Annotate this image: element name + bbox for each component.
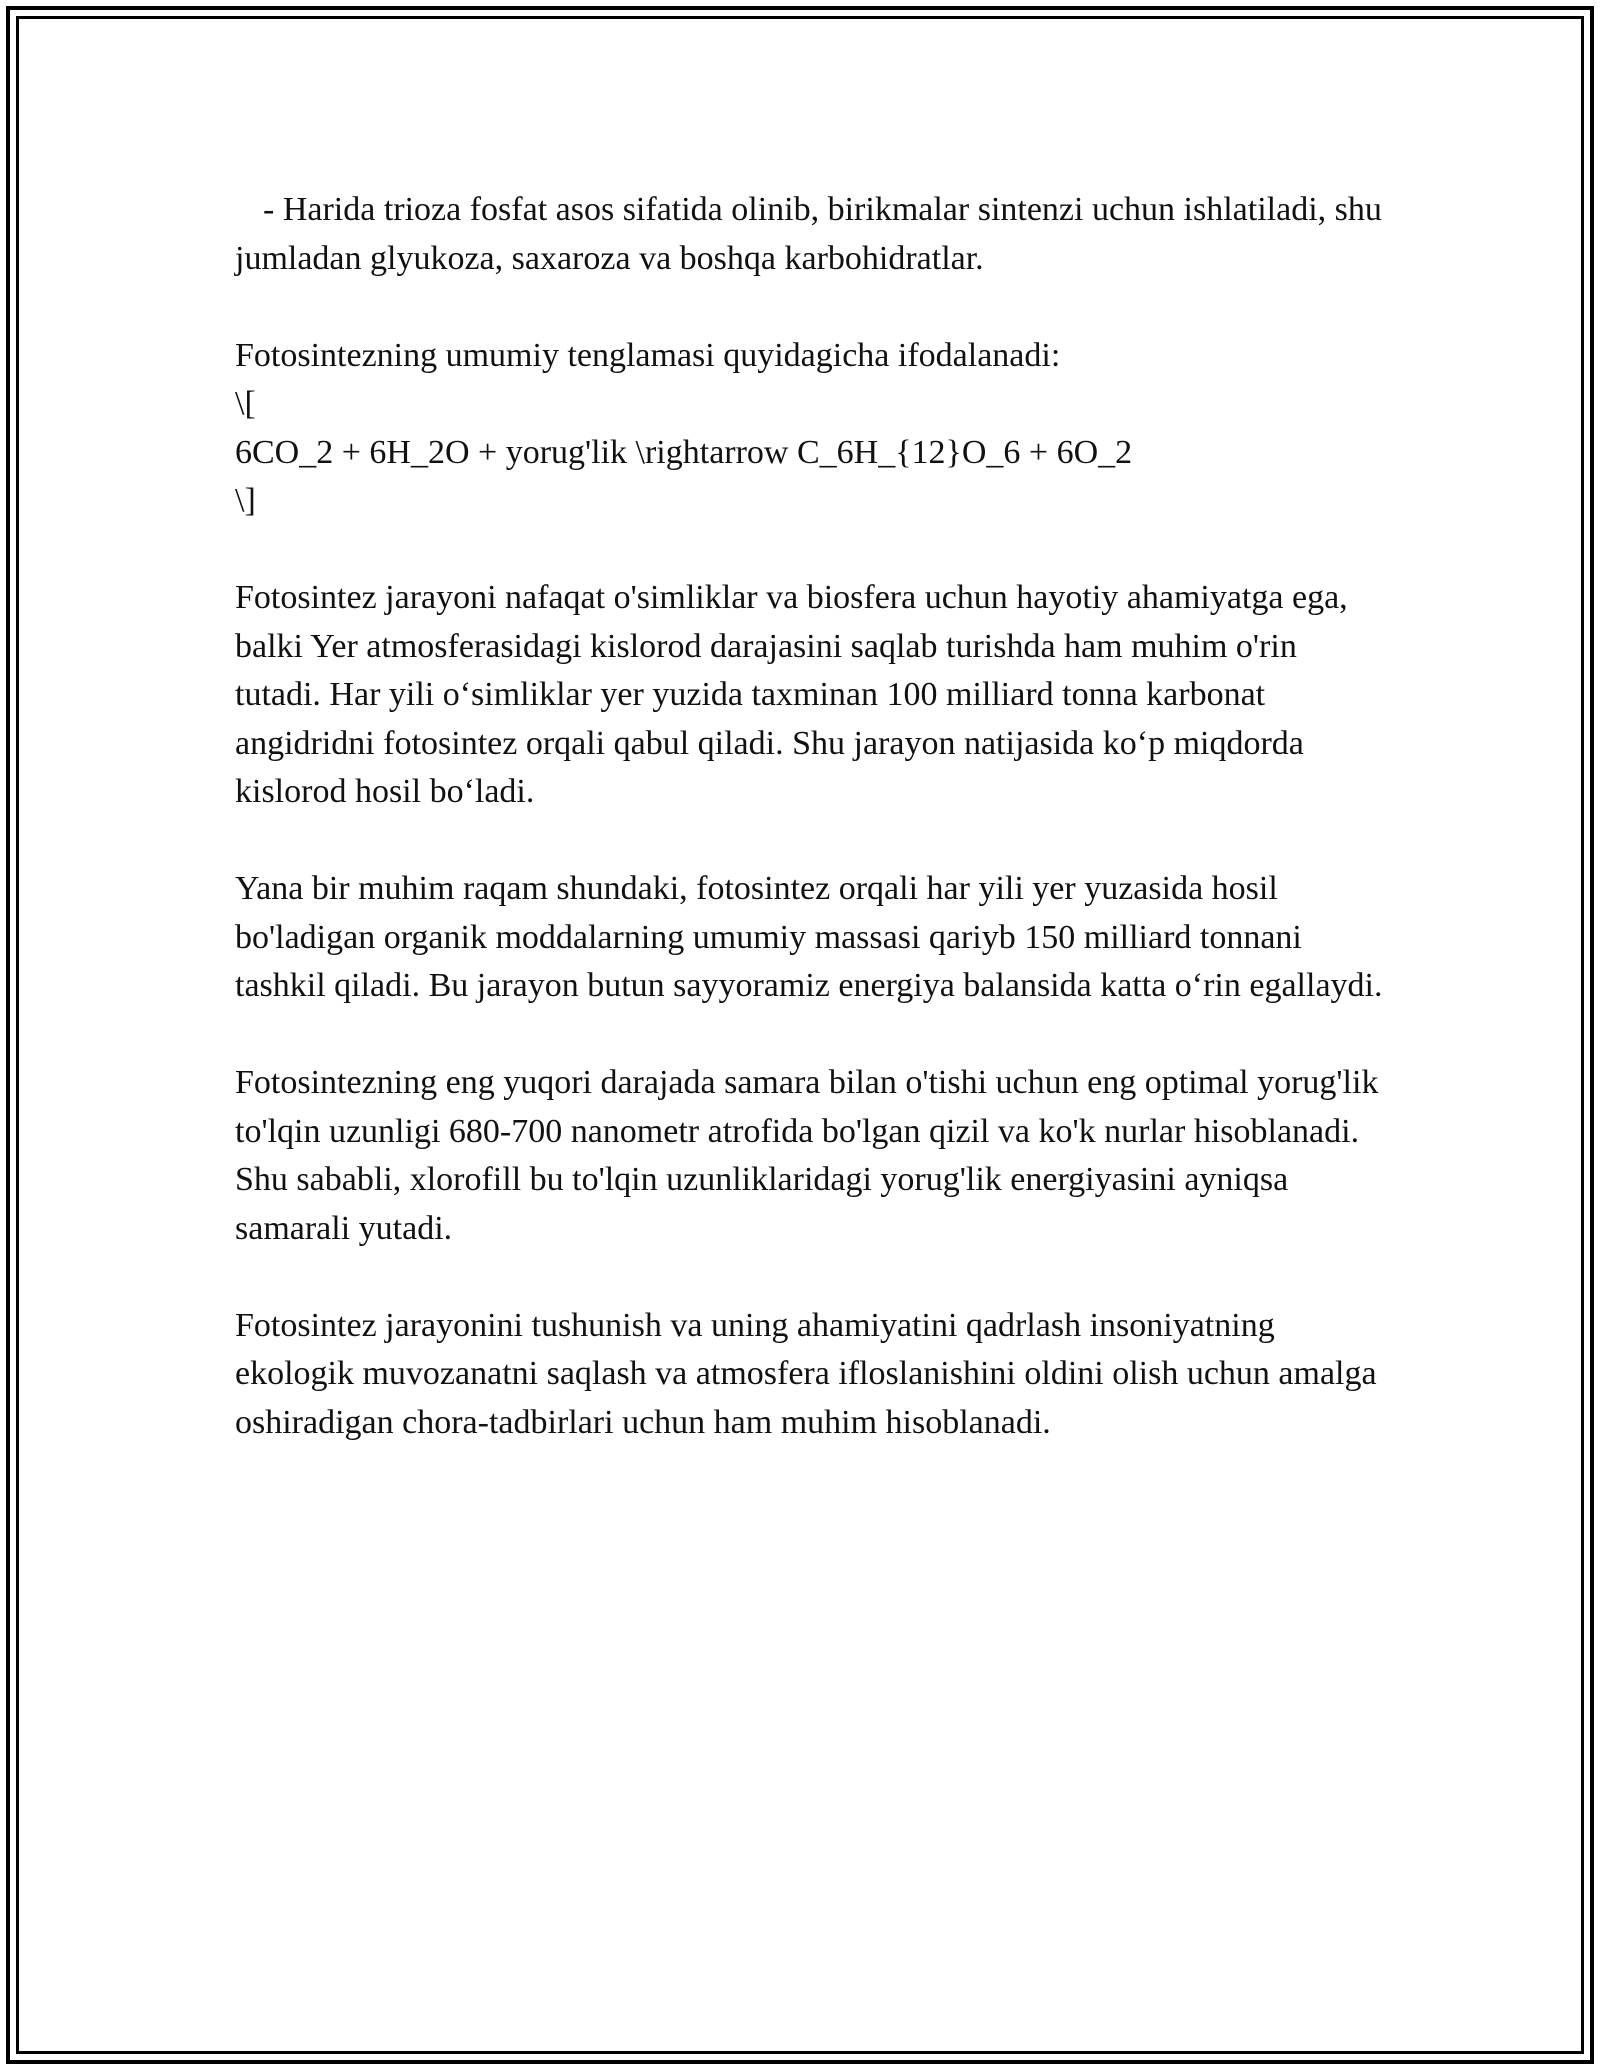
paragraph-fotosintez-ahamiyati: Fotosintez jarayoni nafaqat o'simliklar va biosfera uchun hayotiy ahamiyatga ega, balki Yer atmosferasidagi kislorod darajasini saqlab turishda ham muhim o'rin tutadi. Har yili o‘simliklar yer yuzida taxminan 100 milliard tonna karbonat angidridni fotosintez orqali qabul qiladi. Shu jarayon natijasida ko‘p miqdorda kislorod hosil bo‘ladi. <box>235 579 1348 810</box>
equation-intro: Fotosintezning umumiy tenglamasi quyidagicha ifodalanadi: <box>235 336 1061 374</box>
paragraph-ekologik-muvozanat: Fotosintez jarayonini tushunish va uning ahamiyatini qadrlash insoniyatning ekologik muvozanatni saqlash va atmosfera ifloslanishini oldini olish uchun amalga oshiradigan chora-tadbirlari uchun ham muhim hisoblanadi. <box>235 1306 1377 1441</box>
document-body <box>235 186 1385 1447</box>
paragraph-tolqin-uzunligi: Fotosintezning eng yuqori darajada samara bilan o'tishi uchun eng optimal yorug'lik to'lqin uzunligi 680-700 nanometr atrofida bo'lgan qizil va ko'k nurlar hisoblanadi. Shu sababli, xlorofill bu to'lqin uzunliklaridagi yorug'lik energiyasini ayniqsa samarali yutadi. <box>235 1064 1379 1247</box>
paragraph-equation-block <box>235 332 1385 526</box>
equation-open-delimiter: \[ <box>235 385 256 422</box>
equation-text: 6CO_2 + 6H_2O + yorug'lik \rightarrow C_6H_{12}O_6 + 6O_2 <box>235 433 1133 471</box>
equation-close-delimiter: \] <box>235 482 256 519</box>
paragraph-trioza-fosfat <box>235 186 1385 283</box>
paragraph-organik-moddalar: Yana bir muhim raqam shundaki, fotosintez orqali har yili yer yuzasida hosil bo'ladigan organik moddalarning umumiy massasi qariyb 150 milliard tonnani tashkil qiladi. Bu jarayon butun sayyoramiz energiya balansida katta o‘rin egallaydi. <box>235 870 1383 1004</box>
paragraph-text: - Harida trioza fosfat asos sifatida olinib, birikmalar sintenzi uchun ishlatiladi, shu jumladan glyukoza, saxaroza va boshqa karbohidratlar. <box>235 191 1382 277</box>
